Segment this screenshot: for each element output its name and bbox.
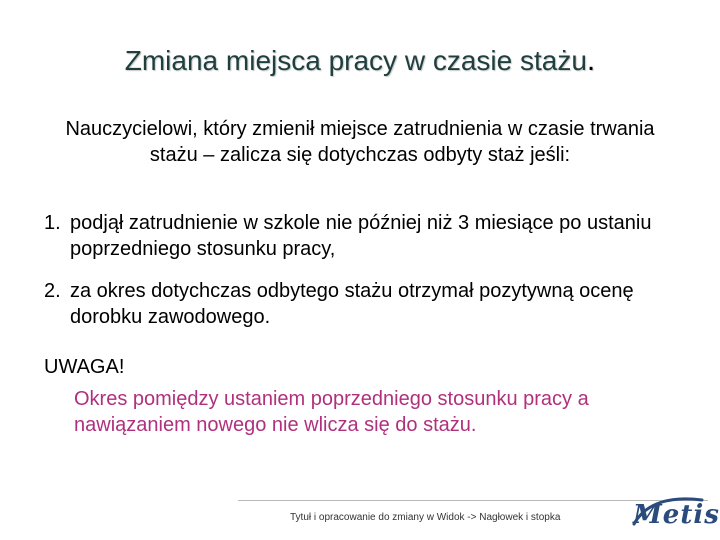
list-item xyxy=(44,210,684,262)
list-item-text: podjął zatrudnienie w szkole nie później niż 3 miesiące po ustaniu poprzedniego stosunku pracy, xyxy=(70,212,652,260)
list-item-number: 1. xyxy=(44,212,61,234)
intro-paragraph: Nauczycielowi, który zmienił miejsce zatrudnienia w czasie trwania stażu – zalicza się dotychczas odbyty staż jeśli: xyxy=(65,118,655,166)
slide-title-dot: . xyxy=(586,44,596,77)
slide-title-text: Zmiana miejsca pracy w czasie stażu xyxy=(124,45,587,76)
slide-title xyxy=(0,44,720,78)
warning-label: UWAGA! xyxy=(44,356,125,378)
footer-text: Tytuł i opracowanie do zmiany w Widok -> Nagłowek i stopka xyxy=(290,512,561,523)
logo: Metis xyxy=(633,500,720,530)
list-item xyxy=(44,278,684,330)
list-item-text: za okres dotychczas odbytego stażu otrzymał pozytywną ocenę dorobku zawodowego. xyxy=(70,280,634,328)
list-item-number: 2. xyxy=(44,280,61,302)
warning-text: Okres pomiędzy ustaniem poprzedniego stosunku pracy a nawiązaniem nowego nie wlicza się do stażu. xyxy=(74,388,589,436)
